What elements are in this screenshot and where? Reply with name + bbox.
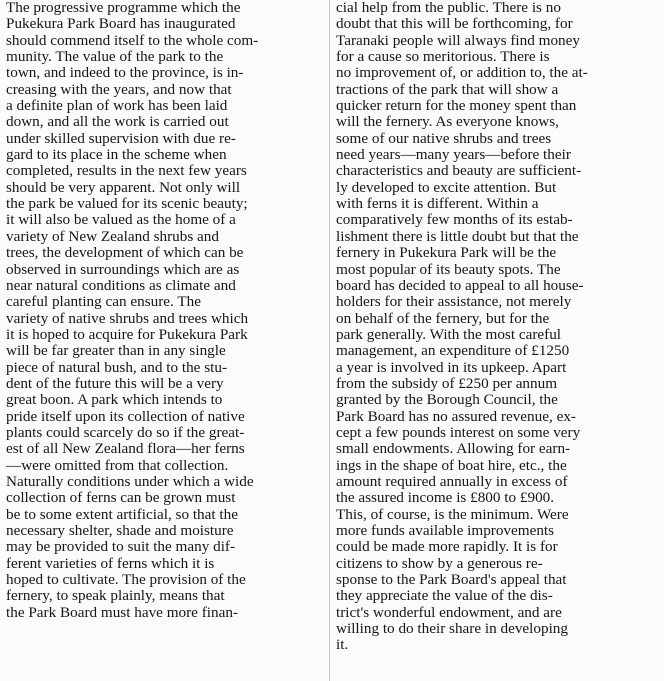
text-line: down, and all the work is carried out [6, 113, 229, 131]
text-line: hoped to cultivate. The provision of the [6, 571, 246, 589]
text-line: trict's wonderful endowment, and are [336, 603, 562, 621]
text-line: lishment there is little doubt but that the [336, 227, 579, 245]
text-line: park generally. With the most careful [336, 325, 562, 343]
text-line: granted by the Borough Council, the [336, 391, 558, 409]
text-line: citizens to show by a generous re- [336, 554, 543, 572]
text-line: some of our native shrubs and trees [336, 129, 552, 147]
text-line: This, of course, is the minimum. Were [336, 505, 569, 523]
text-line: observed in surroundings which are as [6, 260, 240, 278]
text-line: dent of the future this will be a very [6, 374, 224, 392]
text-line: board has decided to appeal to all house- [336, 276, 584, 294]
text-line: town, and indeed to the province, is in- [6, 64, 244, 82]
text-line: quicker return for the money spent than [336, 97, 577, 115]
text-line: more funds available improvements [336, 522, 555, 539]
text-line: under skilled supervision with due re- [6, 129, 236, 147]
text-line: should be very apparent. Not only will [6, 178, 241, 196]
text-line: cept a few pounds interest on some very [336, 423, 581, 441]
text-line: could be made more rapidly. It is for [336, 538, 558, 556]
text-line: pride itself upon its collection of native [6, 407, 245, 425]
text-line: fernery in Pukekura Park will be the [336, 244, 557, 262]
text-line: tractions of the park that will show a [336, 80, 559, 98]
text-line: they appreciate the value of the dis- [336, 587, 553, 605]
text-line: collection of ferns can be grown must [6, 489, 236, 507]
text-line: careful planting can ensure. The [6, 293, 201, 311]
text-line: small endowments. Allowing for earn- [336, 440, 571, 458]
text-line: Park Board has no assured revenue, ex- [336, 407, 576, 425]
text-line: should commend itself to the whole com- [6, 31, 259, 49]
text-line: management, an expenditure of £1250 [336, 342, 570, 360]
text-line: cial help from the public. There is no [336, 0, 561, 16]
text-line: The progressive programme which the [6, 0, 241, 16]
text-line: munity. The value of the park to the [6, 48, 224, 66]
text-line: Naturally conditions under which a wide [6, 472, 254, 490]
text-line: variety of native shrubs and trees which [6, 309, 249, 327]
text-line: necessary shelter, shade and moisture [6, 522, 234, 539]
text-line: a definite plan of work has been laid [6, 97, 228, 115]
text-line: the Park Board must have more finan- [6, 603, 238, 621]
text-line: from the subsidy of £250 per annum [336, 374, 558, 392]
text-line: est of all New Zealand flora—her ferns [6, 440, 245, 458]
text-line: for a cause so meritorious. There is [336, 48, 550, 66]
text-line: Pukekura Park Board has inaugurated [6, 15, 236, 33]
text-line: may be provided to suit the many dif- [6, 538, 236, 556]
text-line: comparatively few months of its estab- [336, 211, 573, 229]
text-line: Taranaki people will always find money [336, 31, 580, 49]
text-line: ly developed to excite attention. But [336, 178, 557, 196]
left-text-column [6, 0, 324, 621]
text-line: it will also be valued as the home of a [6, 211, 236, 229]
text-line: creasing with the years, and now that [6, 80, 232, 98]
text-line: it. [336, 636, 349, 654]
right-text-column [336, 0, 658, 654]
text-line: need years—many years—before their [336, 146, 571, 164]
text-line: —were omitted from that collection. [6, 456, 229, 474]
text-line: piece of natural bush, and to the stu- [6, 358, 227, 376]
text-line: no improvement of, or addition to, the at- [336, 64, 588, 82]
text-line: willing to do their share in developing [336, 620, 568, 638]
text-line: trees, the development of which can be [6, 244, 244, 262]
text-line: gard to its place in the scheme when [6, 146, 227, 164]
text-line: will the fernery. As everyone knows, [336, 113, 559, 131]
text-line: be to some extent artificial, so that the [6, 505, 238, 523]
text-line: ings in the shape of boat hire, etc., the [336, 456, 567, 474]
text-line: on behalf of the fernery, but for the [336, 309, 550, 327]
text-line: most popular of its beauty spots. The [336, 260, 561, 278]
text-line: with ferns it is different. Within a [336, 195, 539, 213]
text-line: near natural conditions as climate and [6, 276, 236, 294]
text-line: plants could scarcely do so if the great- [6, 423, 245, 441]
text-line: the park be valued for its scenic beauty; [6, 195, 248, 213]
text-line: it is hoped to acquire for Pukekura Park [6, 325, 248, 343]
text-line: holders for their assistance, not merely [336, 293, 572, 311]
text-line: completed, results in the next few years [6, 162, 247, 180]
text-line: amount required annually in excess of [336, 472, 568, 490]
text-line: fernery, to speak plainly, means that [6, 587, 225, 605]
text-line: a year is involved in its upkeep. Apart [336, 358, 567, 376]
text-line: doubt that this will be forthcoming, for [336, 15, 573, 33]
text-line: sponse to the Park Board's appeal that [336, 571, 567, 589]
text-line: will be far greater than in any single [6, 342, 226, 360]
text-line: great boon. A park which intends to [6, 391, 223, 409]
text-line: ferent varieties of ferns which it is [6, 554, 215, 572]
column-divider [329, 0, 330, 681]
text-line: the assured income is £800 to £900. [336, 489, 555, 507]
text-line: characteristics and beauty are sufficient- [336, 162, 582, 180]
text-line: variety of New Zealand shrubs and [6, 227, 219, 245]
